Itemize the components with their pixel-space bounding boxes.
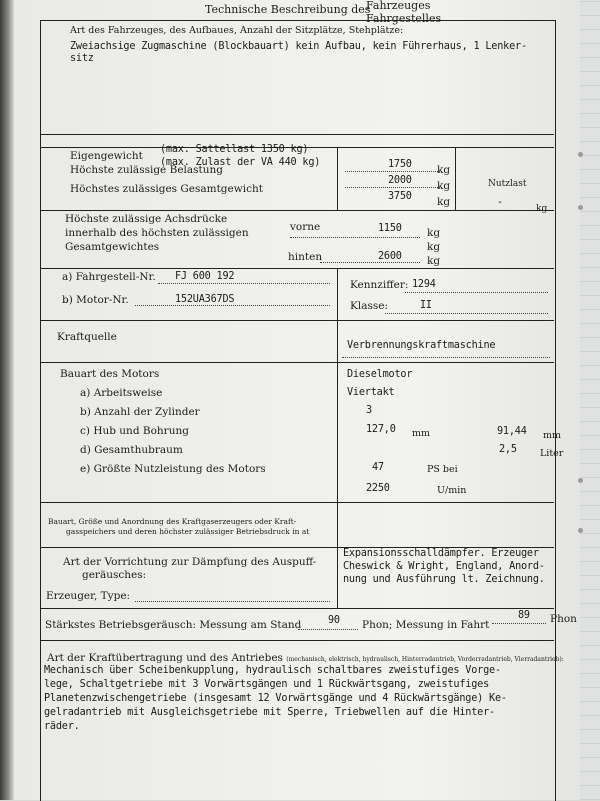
hub-bohrung-label: c) Hub und Bohrung — [80, 425, 189, 437]
antrieb-line-4: gelradantrieb mit Ausgleichsgetriebe mit Sperre, Triebwellen auf die Hinter- — [44, 707, 495, 718]
hinten-value: 2600 — [378, 251, 402, 262]
zylinder-value: 3 — [366, 405, 372, 416]
ps-value: 47 — [372, 462, 384, 473]
bauart-motor-label: Bauart des Motors — [60, 368, 160, 380]
doc-title-fahrzeuges: Fahrzeuges — [366, 0, 431, 12]
kraftquelle-label: Kraftquelle — [57, 331, 117, 343]
max-sattellast: (max. Sattellast 1350 kg) — [160, 144, 309, 155]
punch-hole — [578, 152, 583, 157]
hubraum-label: d) Gesamthubraum — [80, 444, 183, 456]
doc-title-fahrgestelles: Fahrgestelles — [366, 12, 442, 25]
motor-nr-value: 152UA367DS — [175, 294, 235, 305]
antrieb-line-2: lege, Schaltgetriebe mit 3 Vorwärtsgängen und 1 Rückwärtsgang, zweistufiges — [44, 679, 490, 690]
kennziffer-label: Kennziffer: — [350, 279, 409, 291]
klasse-label: Klasse: — [350, 300, 388, 312]
nutzlast-label: Nutzlast — [488, 179, 527, 189]
kg-unit: kg — [437, 196, 451, 208]
kraftquelle-value: Verbrennungskraftmaschine — [347, 340, 496, 351]
daempfung-label-1: Art der Vorrichtung zur Dämpfung des Auspuff- — [63, 556, 317, 568]
betriebsgeraeusch-label: Stärkstes Betriebsgeräusch: Messung am Stand — [45, 619, 302, 631]
art-fahrzeug-value-line2: sitz — [70, 53, 94, 64]
kg-unit: kg — [437, 180, 451, 192]
bohrung-value: 91,44 — [497, 426, 527, 437]
umin-unit: U/min — [437, 485, 467, 496]
achsdruecke-label-1: Höchste zulässige Achsdrücke — [65, 213, 228, 225]
daempfung-value-1: Expansionsschalldämpfer. Erzeuger — [343, 548, 539, 559]
daempfung-value-2: Cheswick & Wright, England, Anord- — [343, 561, 545, 572]
max-zulast: (max. Zulast der VA 440 kg) — [160, 157, 321, 168]
eigengewicht-value: 1750 — [388, 159, 412, 170]
fahrgestell-label: a) Fahrgestell-Nr. — [62, 271, 156, 283]
antrieb-line-1: Mechanisch über Scheibenkupplung, hydraulisch schaltbares zweistufiges Vorge- — [44, 665, 501, 676]
umin-value: 2250 — [366, 483, 390, 494]
hinten-label: hinten — [288, 251, 323, 263]
kg-unit: kg — [427, 255, 441, 267]
gesamtgewicht-value: 3750 — [388, 191, 412, 202]
erzeuger-type-label: Erzeuger, Type: — [46, 590, 131, 602]
kennziffer-value: 1294 — [412, 279, 436, 290]
klasse-value: II — [420, 300, 432, 311]
hub-value: 127,0 — [366, 424, 396, 435]
page-shadow-edge — [0, 0, 14, 800]
daempfung-value-3: nung und Ausführung lt. Zeichnung. — [343, 574, 545, 585]
stand-value: 90 — [328, 615, 340, 626]
doc-title: Technische Beschreibung des — [205, 3, 371, 16]
punch-hole — [578, 205, 583, 210]
antrieb-label: Art der Kraftübertragung und des Antriebes (mechanisch, elektrisch, hydraulisch, Hinterradantrieb, Vorderradantrieb, Vierradantrieb): — [47, 652, 564, 664]
ps-bei-label: PS bei — [427, 464, 458, 475]
gesamtgewicht-label: Höchstes zulässiges Gesamtgewicht — [70, 183, 263, 195]
eigengewicht-label: Eigengewicht — [70, 150, 143, 162]
antrieb-line-3: Planetenzwischengetriebe (insgesamt 12 Vorwärtsgänge und 4 Rückwärtsgänge) Ke- — [44, 693, 507, 704]
daempfung-label-2: geräusches: — [82, 569, 147, 581]
dieselmotor-value: Dieselmotor — [347, 369, 413, 380]
mm-unit: mm — [412, 428, 431, 439]
nutzleistung-label: e) Größte Nutzleistung des Motors — [80, 463, 266, 475]
kg-unit: kg — [437, 164, 451, 176]
art-fahrzeug-value-line1: Zweiachsige Zugmaschine (Blockbauart) kein Aufbau, kein Führerhaus, 1 Lenker- — [70, 41, 527, 52]
motor-nr-label: b) Motor-Nr. — [62, 294, 129, 306]
belastung-value: 2000 — [388, 175, 412, 186]
mm-unit-2: mm — [543, 430, 562, 441]
nutzlast-value: - — [497, 197, 503, 208]
hubraum-value: 2,5 — [499, 444, 517, 455]
zylinder-label: b) Anzahl der Zylinder — [80, 406, 200, 418]
liter-unit: Liter — [540, 448, 564, 459]
art-fahrzeug-label: Art des Fahrzeuges, des Aufbaues, Anzahl der Sitzplätze, Stehplätze: — [70, 25, 404, 36]
belastung-label: Höchste zulässige Belastung — [70, 164, 224, 176]
punch-hole — [578, 478, 583, 483]
phon-unit: Phon — [550, 613, 577, 625]
achsdruecke-label-2: innerhalb des höchsten zulässigen — [65, 227, 249, 239]
fahrt-value: 89 — [518, 610, 530, 621]
fahrgestell-value: FJ 600 192 — [175, 271, 235, 282]
kraftgas-label-2: gasspeichers und deren höchster zulässiger Betriebsdruck in at — [66, 527, 310, 536]
phon-fahrt-label: Phon; Messung in Fahrt — [362, 619, 490, 631]
antrieb-label-small: (mechanisch, elektrisch, hydraulisch, Hinterradantrieb, Vorderradantrieb, Vierradantrieb): — [286, 656, 564, 663]
viertakt-value: Viertakt — [347, 387, 395, 398]
arbeitsweise-label: a) Arbeitsweise — [80, 387, 163, 399]
background-grid-paper — [580, 0, 600, 800]
vorne-value: 1150 — [378, 223, 402, 234]
nutzlast-unit: kg — [536, 204, 548, 214]
kraftgas-label-1: Bauart, Größe und Anordnung des Kraftgaserzeugers oder Kraft- — [48, 517, 297, 526]
kg-unit: kg — [427, 227, 441, 239]
antrieb-line-5: räder. — [44, 721, 80, 732]
punch-hole — [578, 528, 583, 533]
kg-unit: kg — [427, 241, 441, 253]
vorne-label: vorne — [290, 221, 321, 233]
achsdruecke-label-3: Gesamtgewichtes — [65, 241, 160, 253]
